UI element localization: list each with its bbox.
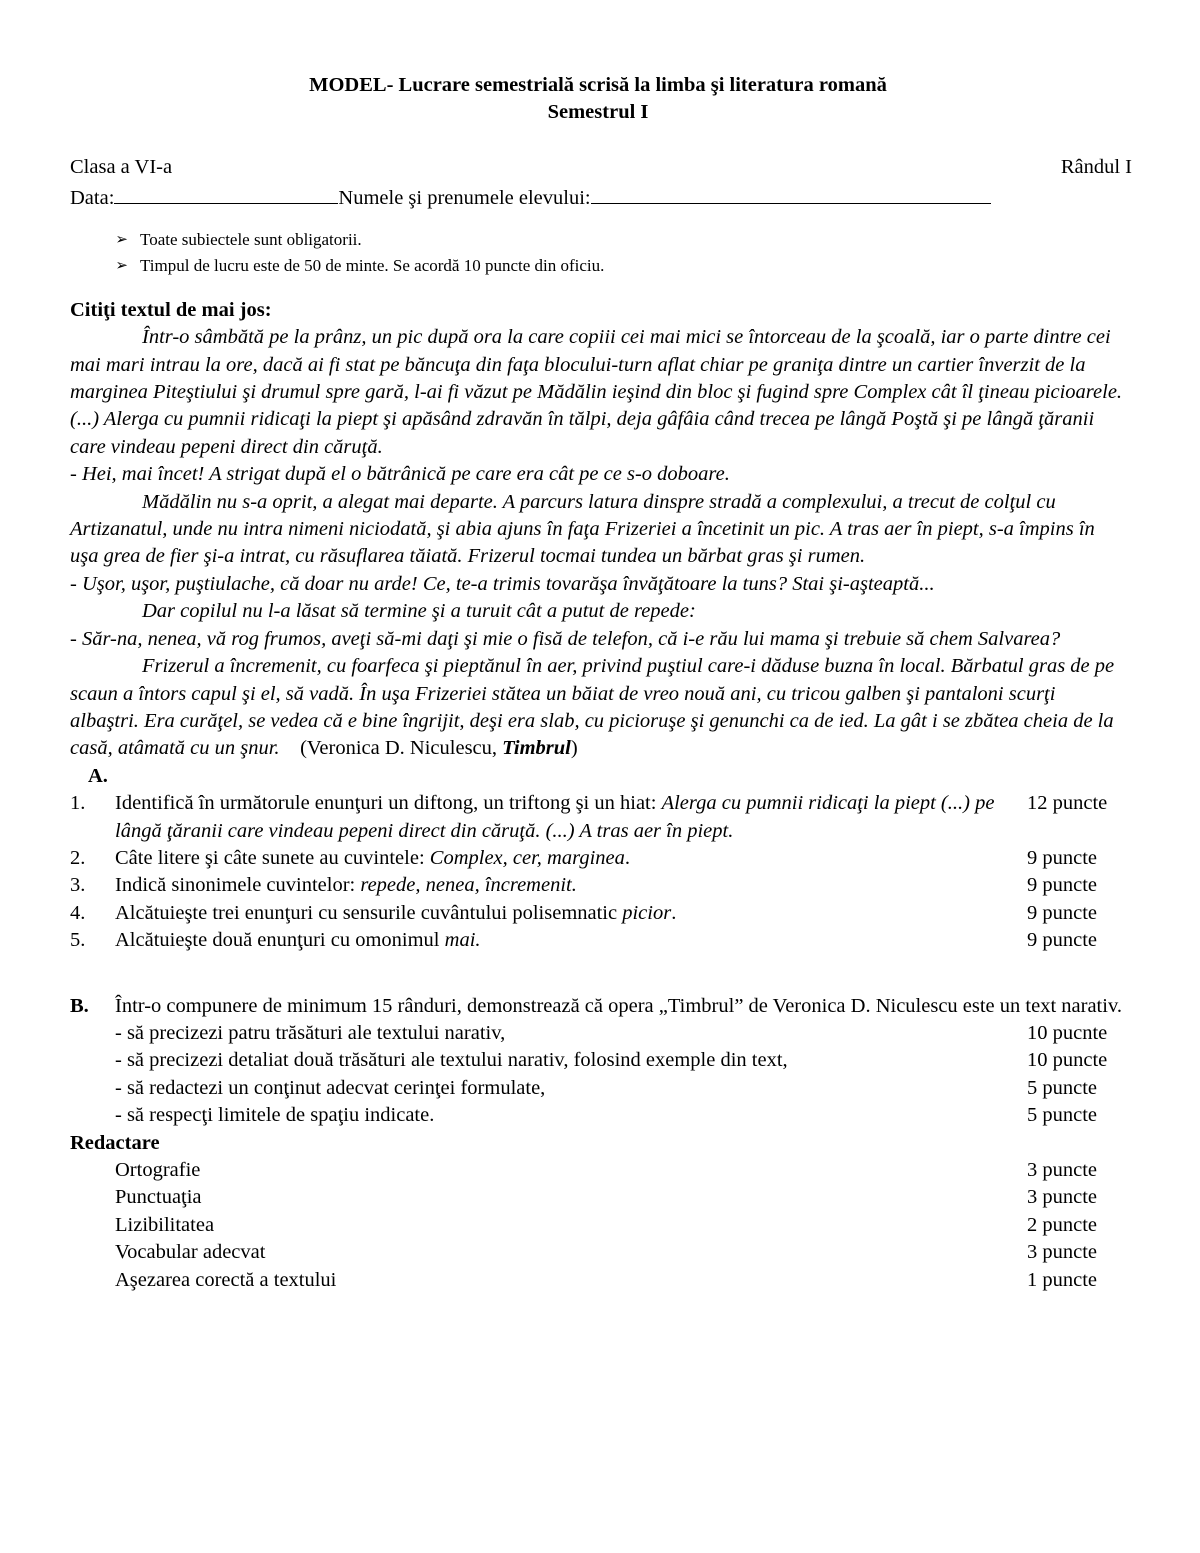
- question-item: 4. Alcătuieşte trei enunţuri cu sensurile cuvântului polisemnatic picior. 9 puncte: [70, 900, 1126, 927]
- section-b-label: B.: [70, 994, 89, 1017]
- story-paragraph: Într-o sâmbătă pe la prânz, un pic după ora la care copiii cei mai mici se întorceau de la şcoală, iar o parte dintre cei mai mari intrau la ore, dacă ai fi stat pe băncuţa din faţa blocului-turn aflat chiar pe graniţa dintre un cartier înverzit de la marginea Piteştiului şi drumul spre gară, l-ai fi văzut pe Mădălin ieşind din bloc şi fugind spre Complex cât îl ţineau picioarele. (...) Alerga cu pumnii ridicaţi la piept şi apăsând zdravăn în tălpi, deja gâfâia când trecea pe lângă Poştă şi pe lângă ţăranii care vindeau pepeni direct din căruţă.: [70, 326, 1123, 458]
- source-title: Timbrul: [502, 737, 571, 760]
- date-blank: [114, 181, 338, 204]
- redactare-list: [70, 1157, 1126, 1294]
- question-item: 3. Indică sinonimele cuvintelor: repede, nenea, încremenit. 9 puncte: [70, 872, 1126, 899]
- class-label: Clasa a VI-a: [70, 156, 173, 178]
- instruction-item: ➢ Timpul de lucru este de 50 de minte. Se acordă 10 puncte din oficiu.: [70, 253, 1126, 279]
- criterion-item: - să precizezi patru trăsături ale textului narativ, 10 pucnte: [115, 1020, 1126, 1047]
- document-subtitle: Semestrul I: [547, 101, 649, 123]
- story-dialogue: - Săr-na, nenea, vă rog frumos, aveţi să-mi daţi şi mie o fisă de telefon, că i-e rău lui mama şi trebuie să chem Salvarea?: [70, 627, 1061, 650]
- story-paragraph: Frizerul a încremenit, cu foarfeca şi pieptănul în aer, privind puştiul care-i dăduse buzna în local. Bărbatul gras de pe scaun a întors capul şi el, să vadă. În uşa Frizeriei stătea un băiat de vreo nouă ani, cu tricou galben şi pantaloni scurţi albaştri. Era curăţel, se vedea că e bine îngrijit, deşi era slab, cu picioruşe şi genunchi ca de ied. La gât i se zbătea cheia de la casă, atâmată cu un şnur. (Veronica D. Niculescu, Timbrul): [70, 655, 1115, 760]
- exam-page: [70, 72, 1132, 1294]
- redactare-item: Punctuaţia 3 puncte: [115, 1186, 1098, 1209]
- redactare-item: Vocabular adecvat 3 puncte: [115, 1241, 1098, 1264]
- instruction-item: ➢ Toate subiectele sunt obligatorii.: [70, 227, 1126, 253]
- story-dialogue: - Uşor, uşor, puştiulache, că doar nu arde! Ce, te-a trimis tovarăşa învăţătoare la tuns? Stai şi-aşteaptă...: [70, 572, 935, 595]
- section-b-prompt: Într-o compunere de minimum 15 rânduri, demonstrează că opera „Timbrul” de Veronica D. Niculescu este un text narativ.: [115, 994, 1122, 1017]
- question-points: 9 puncte: [1027, 929, 1098, 952]
- document-title: MODEL- Lucrare semestrială scrisă la limba şi literatura romană: [309, 74, 887, 96]
- section-a-questions: [70, 790, 1126, 954]
- criterion-item: - să redactezi un conţinut adecvat cerinţei formulate, 5 puncte: [115, 1075, 1126, 1102]
- question-points: 9 puncte: [1027, 901, 1098, 924]
- criterion-item: - să precizezi detaliat două trăsături ale textului narativ, folosind exemple din text, 10 puncte: [115, 1047, 1126, 1074]
- story-dialogue: - Hei, mai încet! A strigat după el o bătrânică pe care era cât pe ce s-o doboare.: [70, 463, 730, 486]
- criterion-points: 5 puncte: [1027, 1104, 1098, 1127]
- question-points: 9 puncte: [1027, 846, 1098, 869]
- arrow-bullet-icon: ➢: [115, 257, 128, 274]
- question-points: 9 puncte: [1027, 874, 1098, 897]
- criterion-points: 10 pucnte: [1027, 1021, 1108, 1044]
- redactare-item: Aşezarea corectă a textului 1 puncte: [115, 1268, 1098, 1291]
- question-item: 1. Identifică în următorule enunţuri un diftong, un triftong şi un hiat: Alerga cu pumnii ridicaţi la piept (...) pe lângă ţăranii care vindeau pepeni direct din căruţă. (...) A tras aer în piept. 12 puncte: [70, 790, 1126, 845]
- redactare-item: Ortografie 3 puncte: [115, 1159, 1098, 1181]
- section-a-label: A.: [88, 764, 108, 787]
- arrow-bullet-icon: ➢: [115, 231, 128, 248]
- criterion-item: - să respecţi limitele de spaţiu indicate. 5 puncte: [115, 1102, 1126, 1129]
- reading-heading: Citiţi textul de mai jos:: [70, 298, 272, 321]
- class-row: [70, 154, 1132, 181]
- question-item: 2. Câte litere şi câte sunete au cuvintele: Complex, cer, marginea. 9 puncte: [70, 845, 1126, 872]
- date-label: Data:: [70, 187, 115, 210]
- student-name-label: Numele şi prenumele elevului:: [338, 187, 591, 210]
- criterion-points: 10 puncte: [1027, 1049, 1108, 1072]
- redactare-heading: Redactare: [70, 1131, 160, 1154]
- instructions-list: [70, 227, 1126, 279]
- student-name-blank: [591, 181, 991, 204]
- row-label: Rândul I: [1060, 156, 1132, 178]
- section-b: [70, 993, 1126, 1130]
- source-citation: (Veronica D. Niculescu, Timbrul): [300, 737, 578, 760]
- story-paragraph: Dar copilul nu l-a lăsat să termine şi a turuit cât a putut de repede:: [142, 600, 696, 623]
- student-info-line: [70, 181, 1126, 212]
- question-item: 5. Alcătuieşte două enunţuri cu omonimul mai. 9 puncte: [70, 927, 1126, 954]
- story-paragraph: Mădălin nu s-a oprit, a alegat mai departe. A parcurs latura dinspre stradă a complexului, a trecut de colţul cu Artizanatul, unde nu intra nimeni niciodată, şi abia ajuns în faţa Frizeriei a încetinit un pic. A tras aer în piept, s-a împins în uşa grea de fier şi-a intrat, cu răsuflarea tăiată. Frizerul tocmai tundea un bărbat gras şi rumen.: [70, 490, 1095, 568]
- question-points: 12 puncte: [1027, 792, 1108, 815]
- redactare-item: Lizibilitatea 2 puncte: [115, 1213, 1098, 1236]
- criterion-points: 5 puncte: [1027, 1076, 1098, 1099]
- reading-text: [70, 324, 1126, 763]
